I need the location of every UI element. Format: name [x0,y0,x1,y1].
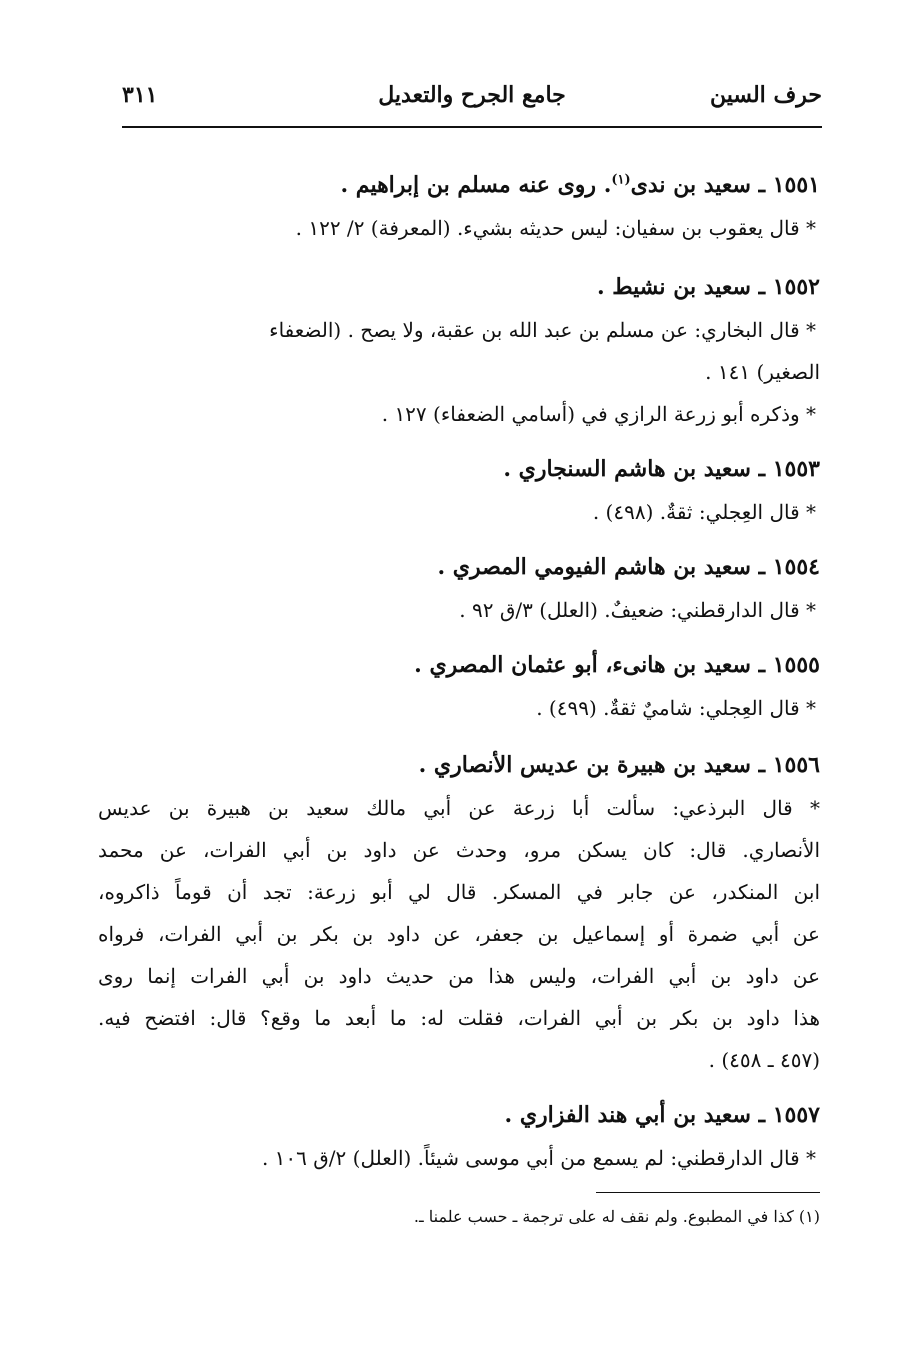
entry-line: * قال العِجلي: ثقةٌ. (٤٩٨) . [592,500,816,524]
footnote: (١) كذا في المطبوع. ولم نقف له على ترجمة ـ حسب علمنا ـ. [413,1207,820,1226]
entry-line: * قال العِجلي: شاميٌ ثقةٌ. (٤٩٩) . [536,696,816,720]
book-title: جامع الجرح والتعديل [378,82,566,108]
entry-line: * قال البخاري: عن مسلم بن عبد الله بن عقبة، ولا يصح . (الضعفاء [269,318,816,342]
footnote-marker: (١) [611,172,631,188]
entry-line: * قال الدارقطني: ضعيفٌ. (العلل) ٣/ق ٩٢ . [459,598,816,622]
entry-title: ١٥٥٥ ـ سعيد بن هانىء، أبو عثمان المصري . [414,652,820,678]
entry-title: ١٥٥٣ ـ سعيد بن هاشم السنجاري . [503,456,820,482]
entry-line: ابن المنكدر، عن جابر في المسكر. قال لي أبو زرعة: تجد أن قوماً ذاكروه، [98,880,820,904]
entry-line: هذا داود بن بكر بن أبي الفرات، فقلت له: ما أبعد ما وقع؟ قال: افتضح فيه. [98,1006,820,1030]
entry-line: (٤٥٧ ـ ٤٥٨) . [708,1048,820,1072]
entry-title-text: ١٥٥١ ـ سعيد بن ندى [630,172,820,198]
entry-line: الصغير) ١٤١ . [705,360,820,384]
header-divider [122,126,822,128]
entry-line: عن داود بن أبي الفرات، وليس هذا من حديث داود بن أبي الفرات إنما روى [98,964,820,988]
page-number: ٣١١ [122,82,158,108]
entry-line: الأنصاري. قال: كان يسكن مرو، وحدث عن داود بن أبي الفرات، عن محمد [98,838,820,862]
entry-line: * قال الدارقطني: لم يسمع من أبي موسى شيئاً. (العلل) ٢/ق ١٠٦ . [261,1146,816,1170]
entry-line: * قال البرذعي: سألت أبا زرعة عن أبي مالك سعيد بن هبيرة بن عديس [98,796,820,820]
entry-line: * وذكره أبو زرعة الرازي في (أسامي الضعفاء) ١٢٧ . [381,402,816,426]
running-header [122,82,822,122]
entry-title: ١٥٥٧ ـ سعيد بن أبي هند الفزاري . [504,1102,820,1128]
entry-title-rest: . روى عنه مسلم بن إبراهيم . [340,172,612,198]
entry-line: عن أبي ضمرة أو إسماعيل بن جعفر، عن داود بن بكر بن أبي الفرات، فرواه [98,922,820,946]
entry-title: ١٥٥٦ ـ سعيد بن هبيرة بن عديس الأنصاري . [418,752,820,778]
entry-title: ١٥٥٤ ـ سعيد بن هاشم الفيومي المصري . [437,554,820,580]
entry-title: ١٥٥٢ ـ سعيد بن نشيط . [596,274,820,300]
footnote-divider [596,1192,820,1193]
entry-line: * قال يعقوب بن سفيان: ليس حديثه بشيء. (المعرفة) ٢/ ١٢٢ . [295,216,816,240]
entry-title [340,172,820,198]
section-title: حرف السين [709,82,822,108]
